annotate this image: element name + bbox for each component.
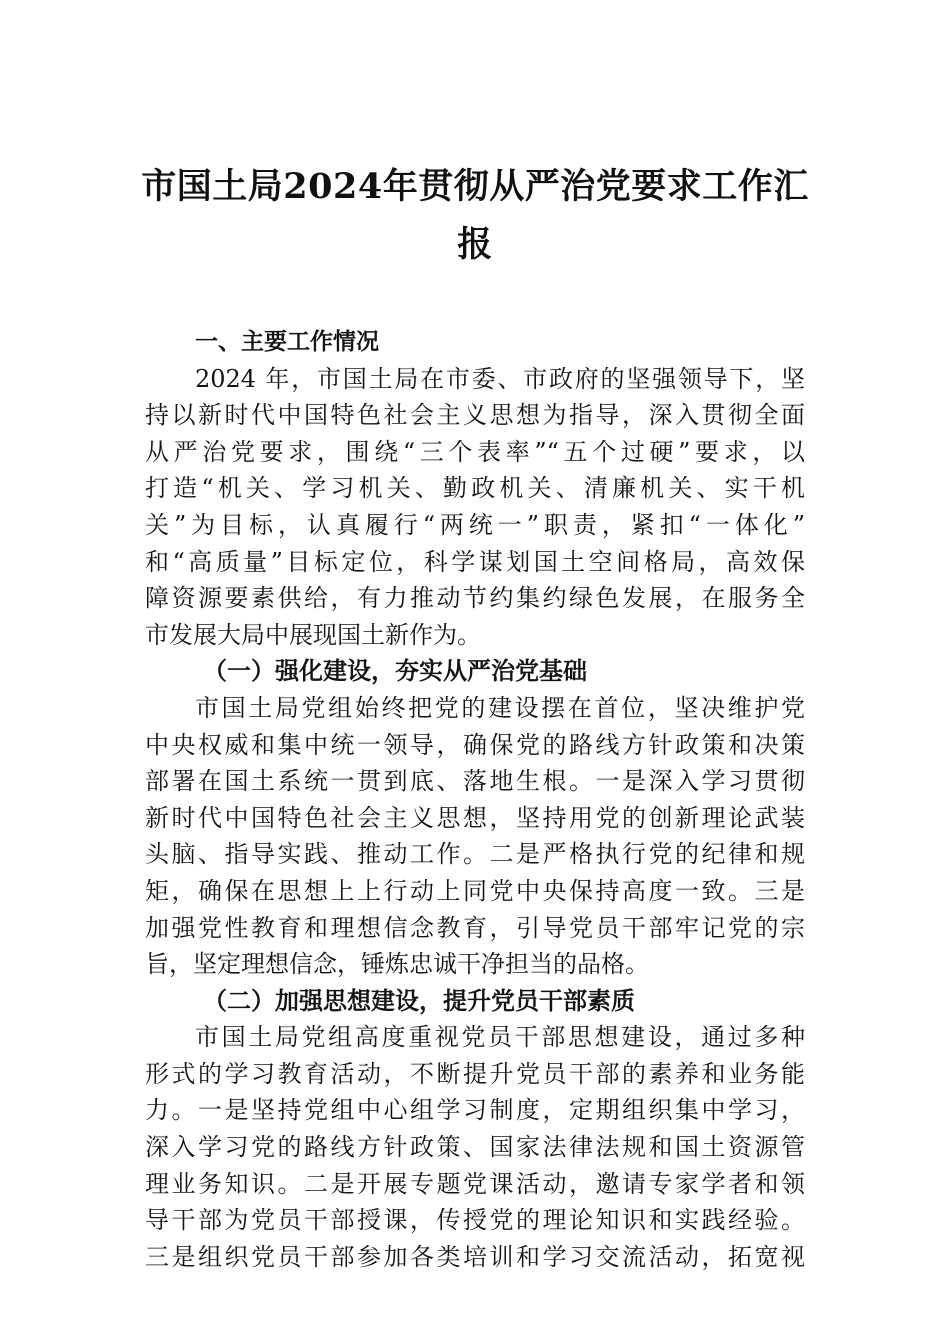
paragraph-line: 旨，坚定理想信念，锤炼忠诚干净担当的品格。 xyxy=(145,950,649,979)
paragraph-line: 新时代中国特色社会主义思想，坚持用党的创新理论武装 xyxy=(145,803,805,832)
paragraph-line: 障资源要素供给，有力推动节约集约绿色发展，在服务全 xyxy=(145,584,805,613)
paragraph-line: 市发展大局中展现国土新作为。 xyxy=(145,620,481,649)
paragraph-line: 2024 年，市国土局在市委、市政府的坚强领导下，坚 xyxy=(195,364,805,393)
paragraph-line: 导干部为党员干部授课，传授党的理论知识和实践经验。 xyxy=(145,1206,805,1235)
title-line-1: 市国土局2024年贯彻从严治党要求工作汇 xyxy=(141,166,809,207)
paragraph-line: 矩，确保在思想上上行动上同党中央保持高度一致。三是 xyxy=(145,876,805,905)
paragraph-line: 持以新时代中国特色社会主义思想为指导，深入贯彻全面 xyxy=(145,401,805,430)
paragraph-line: 形式的学习教育活动，不断提升党员干部的素养和业务能 xyxy=(145,1059,805,1088)
subsection-heading: （一）强化建设，夯实从严治党基础 xyxy=(203,656,587,686)
paragraph-line: 力。一是坚持党组中心组学习制度，定期组织集中学习， xyxy=(145,1096,805,1125)
paragraph-line: 和“高质量”目标定位，科学谋划国土空间格局，高效保 xyxy=(145,547,805,576)
paragraph-line: 理业务知识。二是开展专题党课活动，邀请专家学者和领 xyxy=(145,1169,805,1198)
paragraph-line: 中央权威和集中统一领导，确保党的路线方针政策和决策 xyxy=(145,730,805,759)
subsection-heading: （二）加强思想建设，提升党员干部素质 xyxy=(203,985,635,1015)
paragraph-line: 市国土局党组高度重视党员干部思想建设，通过多种 xyxy=(195,1023,805,1052)
section-heading: 一、主要工作情况 xyxy=(195,329,379,355)
document-title xyxy=(140,158,810,274)
paragraph-line: 从严治党要求，围绕“三个表率”“五个过硬”要求，以 xyxy=(145,437,805,466)
paragraph-line: 三是组织党员干部参加各类培训和学习交流活动，拓宽视 xyxy=(145,1242,805,1271)
paragraph-line: 市国土局党组始终把党的建设摆在首位，坚决维护党 xyxy=(195,693,805,722)
paragraph-line: 深入学习党的路线方针政策、国家法律法规和国土资源管 xyxy=(145,1133,805,1162)
paragraph-line: 打造“机关、学习机关、勤政机关、清廉机关、实干机 xyxy=(145,474,805,503)
paragraph-line: 头脑、指导实践、推动工作。二是严格执行党的纪律和规 xyxy=(145,840,805,869)
paragraph-line: 部署在国土系统一贯到底、落地生根。一是深入学习贯彻 xyxy=(145,767,805,796)
title-line-2: 报 xyxy=(457,224,493,265)
paragraph-line: 加强党性教育和理想信念教育，引导党员干部牢记党的宗 xyxy=(145,913,805,942)
paragraph-line: 关”为目标，认真履行“两统一”职责，紧扣“一体化” xyxy=(145,510,805,539)
document-body xyxy=(145,324,805,1275)
